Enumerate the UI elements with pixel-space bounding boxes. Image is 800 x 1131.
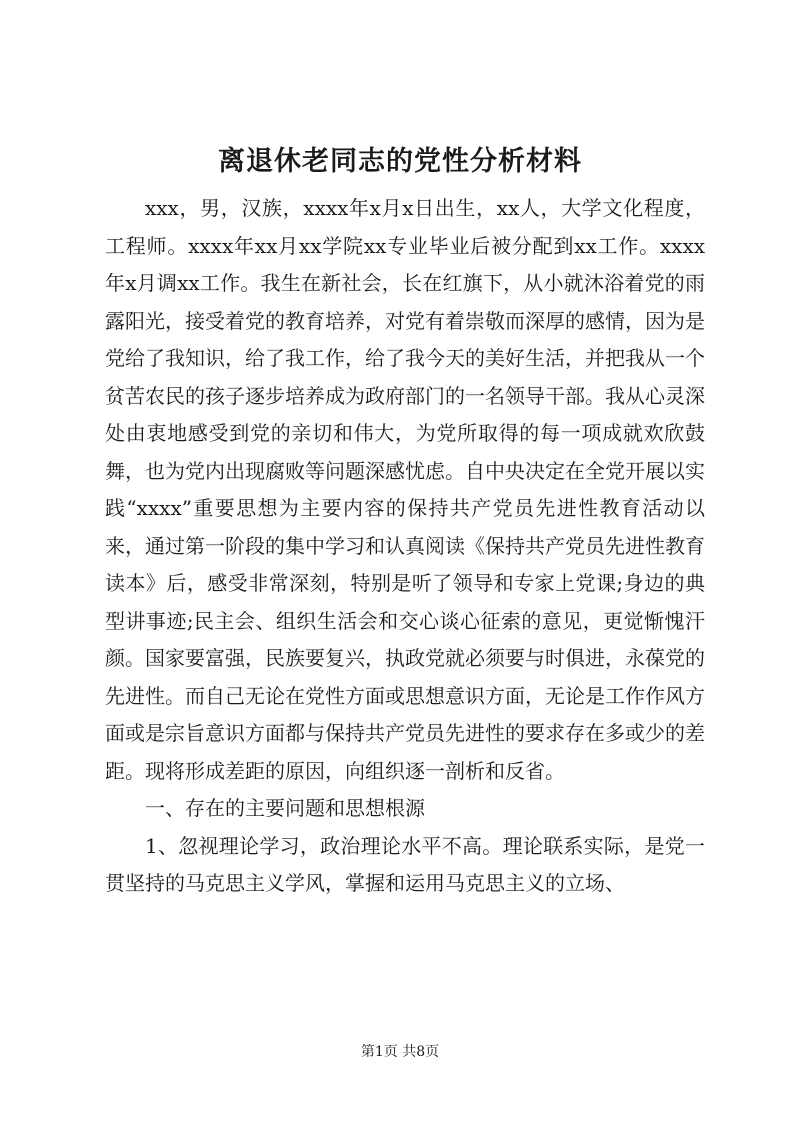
document-body (105, 190, 705, 903)
section-heading: 一、存在的主要问题和思想根源 (145, 796, 425, 820)
paragraph-item-1: 1、忽视理论学习，政治理论水平不高。理论联系实际，是党一贯坚持的马克思主义学风，掌握和运用马克思主义的立场、 (105, 833, 705, 895)
paragraph-intro: xxx，男，汉族，xxxx年x月x日出生，xx人，大学文化程度，工程师。xxxx年xx月xx学院xx专业毕业后被分配到xx工作。xxxx年x月调xx工作。我生在新社会，长在红旗下，从小就沐浴着党的雨露阳光，接受着党的教育培养，对党有着崇敬而深厚的感情，因为是党给了我知识，给了我工作，给了我今天的美好生活，并把我从一个贫苦农民的孩子逐步培养成为政府部门的一名领导干部。我从心灵深处由衷地感受到党的亲切和伟大，为党所取得的每一项成就欢欣鼓舞，也为党内出现腐败等问题深感忧虑。自中央决定在全党开展以实践“xxxx”重要思想为主要内容的保持共产党员先进性教育活动以来，通过第一阶段的集中学习和认真阅读《保持共产党员先进性教育读本》后，感受非常深刻，特别是听了领导和专家上党课;身边的典型讲事迹;民主会、组织生活会和交心谈心征索的意见，更觉惭愧汗颜。国家要富强，民族要复兴，执政党就必须要与时俱进，永葆党的先进性。而自己无论在党性方面或思想意识方面，无论是工作作风方面或是宗旨意识方面都与保持共产党员先进性的要求存在多或少的差距。现将形成差距的原因，向组织逐一剖析和反省。 (105, 196, 705, 783)
page-number-footer: 第1页 共8页 (360, 1044, 440, 1060)
document-title: 离退休老同志的党性分析材料 (218, 146, 582, 177)
